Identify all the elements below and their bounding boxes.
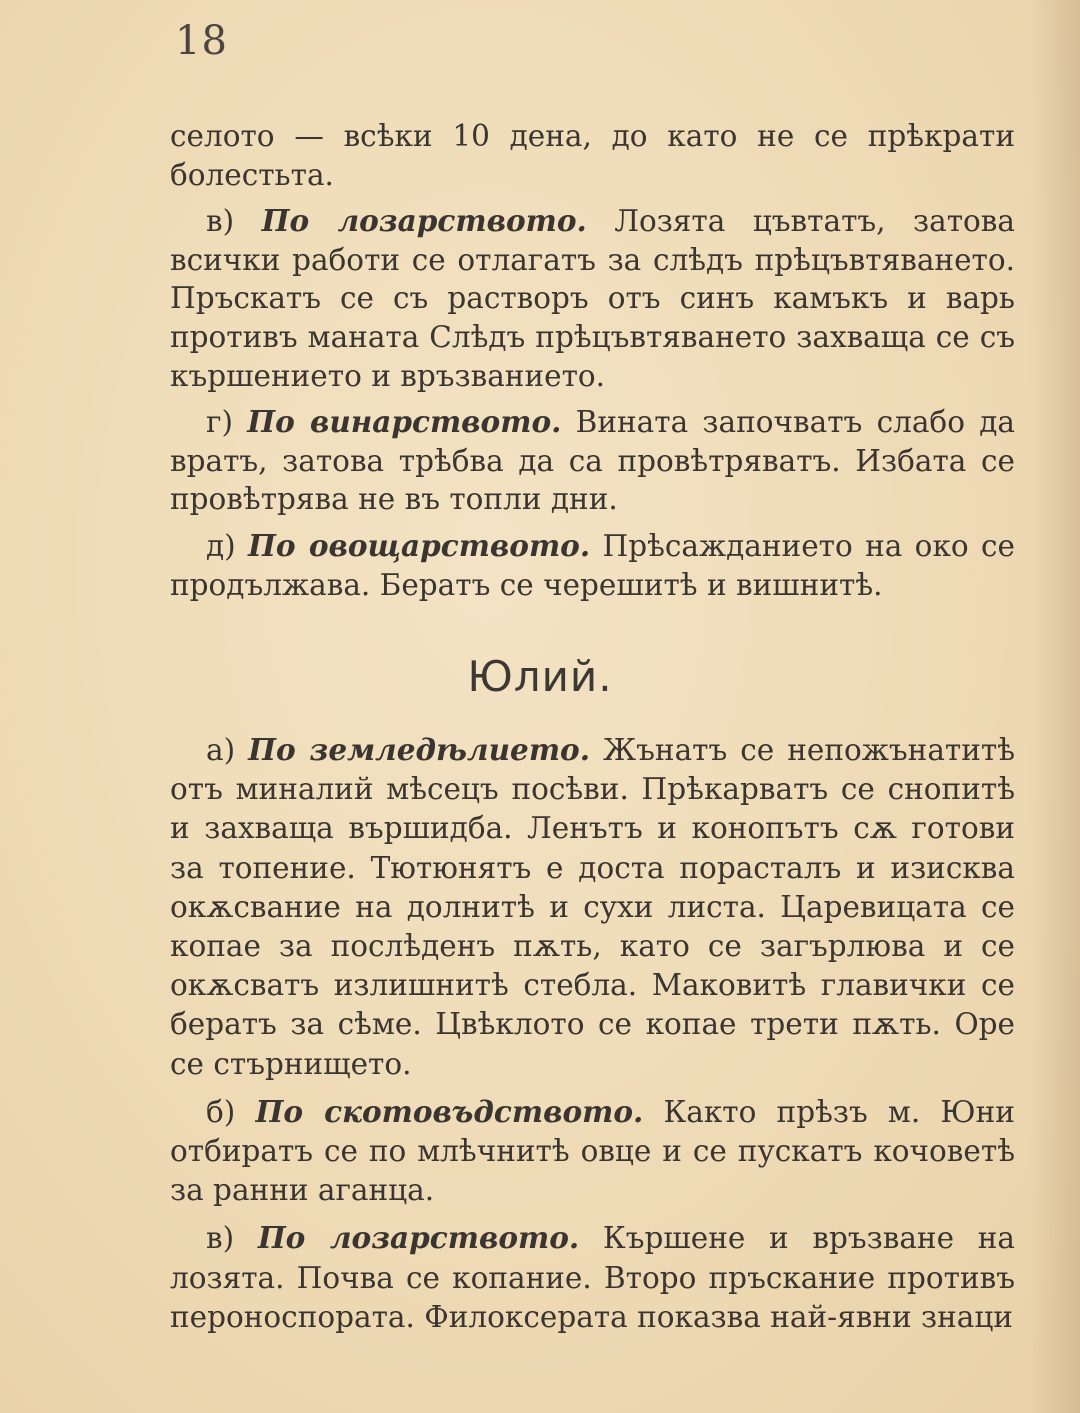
item-body: Кършене и връзване на лозята. Почва се копание. Второ пръскание противъ пероноспората. Филоксерата показва най-явни знаци [170, 1221, 1015, 1334]
spine-shadow [1030, 0, 1080, 1413]
paragraph-winemaking [170, 403, 1015, 519]
continuation-paragraph: селото — всѣки 10 дена, до като не се прѣкрати болестьта. [170, 119, 1015, 192]
item-heading: По скотовъдството. [255, 1093, 644, 1129]
item-heading: По лозарството. [257, 1220, 580, 1256]
page-number: 18 [175, 18, 228, 64]
item-heading: По земледѣлието. [248, 732, 590, 767]
section-title: Юлий. [467, 652, 613, 701]
item-body: Както прѣзъ м. Юни отбиратъ се по млѣчнитѣ овце и се пускатъ кочоветѣ за ранни аганца. [170, 1094, 1015, 1208]
item-marker: а) [206, 733, 236, 767]
paragraph-viticulture-july [170, 1218, 1015, 1337]
text-block-top [170, 117, 1015, 604]
paragraph-livestock [170, 1092, 1015, 1211]
item-heading: По овощарството. [248, 527, 591, 563]
item-marker: в) [206, 1221, 235, 1256]
paragraph-viticulture [170, 202, 1015, 395]
item-marker: в) [206, 204, 235, 239]
item-body: Жънатъ се непожънатитѣ отъ миналий мѣсецъ посѣви. Прѣкарватъ се снопитѣ и захваща вършидба. Ленътъ и конопътъ сѫ готови за топение. Тютюнятъ е доста порасталъ и изисква окѫсвание на долнитѣ и сухи листа. Царевицата се копае за послѣденъ пѫть, като се загърлюва и се окѫсватъ излишнитѣ стебла. Маковитѣ главички се бератъ за сѣме. Цвѣклото се копае трети пѫть. Оре се стърнището. [170, 733, 1015, 1081]
item-heading: По лозарството. [261, 203, 587, 239]
item-marker: д) [206, 528, 236, 563]
paragraph-agriculture [170, 730, 1015, 1084]
item-heading: По винарството. [247, 404, 562, 440]
item-body: Вината започватъ слабо да вратъ, затова трѣбва да са провѣтряватъ. Избата се провѣтрява не въ топли дни. [170, 405, 1015, 517]
text-block-bottom [170, 730, 1015, 1337]
item-marker: г) [206, 405, 233, 440]
item-body: Лозята цъвтатъ, затова всички работи се отлагатъ за слѣдъ прѣцъвтяването. Пръскатъ се съ растворъ отъ синъ камъкъ и варь противъ маната Слѣдъ прѣцъвтяването захваща се съ кършението и връзванието. [170, 204, 1015, 393]
paragraph-fruit-growing [170, 527, 1015, 604]
item-body: Прѣсажданието на око се продължава. Бератъ се черешитѣ и вишнитѣ. [170, 528, 1015, 602]
item-marker: б) [206, 1094, 236, 1129]
